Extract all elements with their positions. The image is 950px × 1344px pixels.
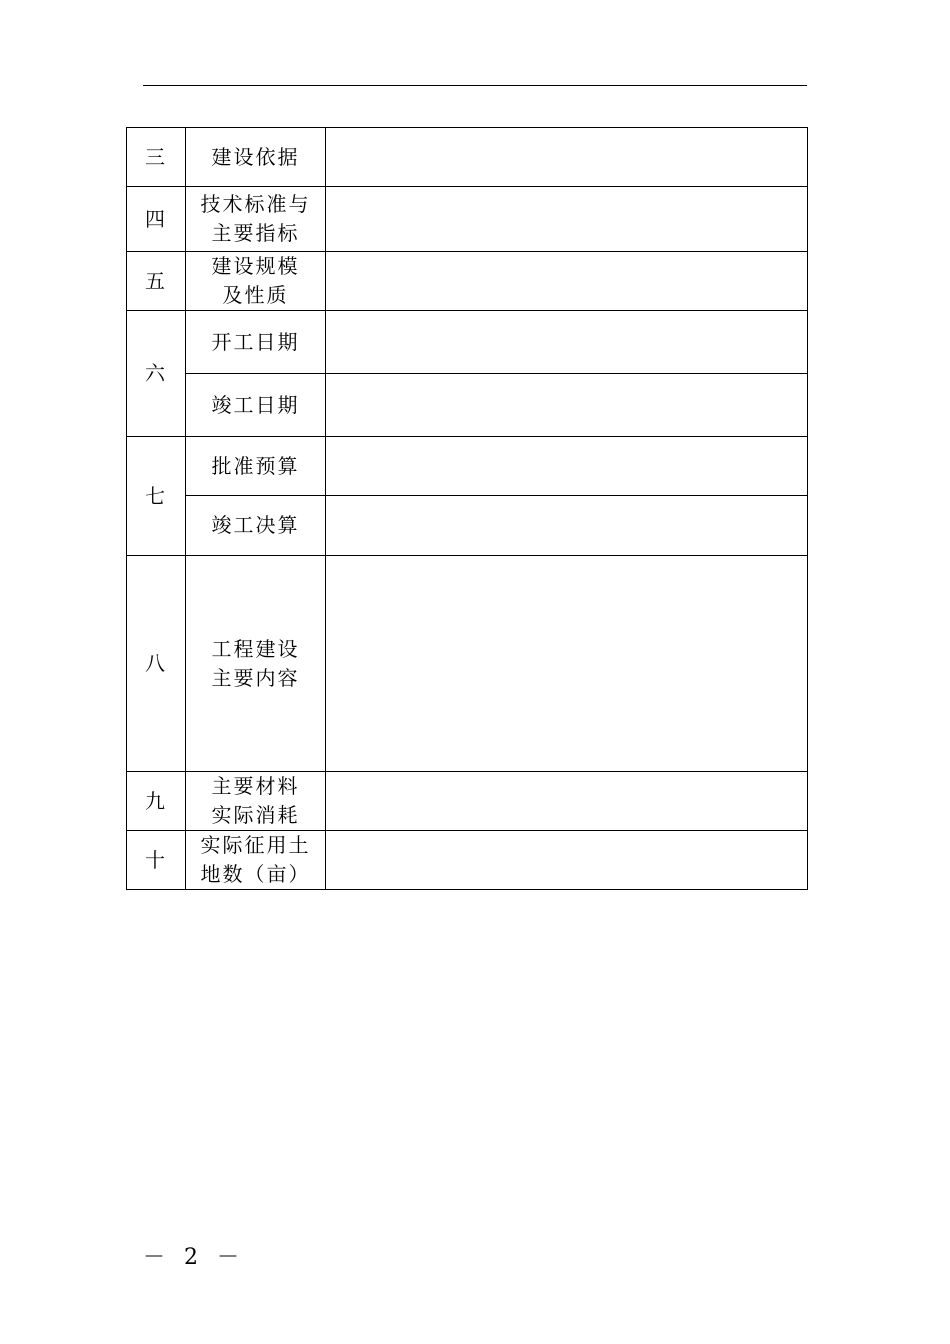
row-value-cell[interactable] — [326, 437, 808, 496]
row-value-cell[interactable] — [326, 187, 808, 252]
row-label-line: 地数（亩） — [200, 862, 311, 886]
row-label-line: 建设规模 — [211, 254, 300, 278]
row-label — [186, 187, 326, 252]
row-value-cell[interactable] — [326, 374, 808, 437]
row-value-cell[interactable] — [326, 772, 808, 831]
row-number: 八 — [127, 556, 186, 772]
row-number: 五 — [127, 252, 186, 311]
row-label-line: 建设依据 — [211, 144, 300, 169]
row-label-line: 实际消耗 — [211, 803, 300, 827]
row-label-line: 批准预算 — [211, 453, 300, 478]
row-number: 四 — [127, 187, 186, 252]
table-row-start-date — [127, 311, 808, 374]
row-label-line: 技术标准与 — [200, 192, 311, 216]
table-row-completion-date — [127, 374, 808, 437]
row-value-cell[interactable] — [326, 496, 808, 556]
row-label-line: 及性质 — [222, 283, 289, 307]
table-row-scale — [127, 252, 808, 311]
row-value-cell[interactable] — [326, 252, 808, 311]
row-label — [186, 374, 326, 437]
row-label-line: 主要指标 — [211, 221, 300, 245]
table-row-basis — [127, 128, 808, 187]
row-label — [186, 437, 326, 496]
row-label — [186, 252, 326, 311]
table-row-main-content — [127, 556, 808, 772]
row-value-cell[interactable] — [326, 556, 808, 772]
row-label-line: 竣工日期 — [211, 392, 300, 417]
row-label-line: 主要内容 — [211, 665, 300, 690]
table-row-final-accounts — [127, 496, 808, 556]
row-label-line: 开工日期 — [211, 329, 300, 354]
table-row-materials — [127, 772, 808, 831]
row-label — [186, 311, 326, 374]
page-number: － 2 － — [143, 1245, 245, 1270]
row-value-cell[interactable] — [326, 311, 808, 374]
row-value-cell[interactable] — [326, 831, 808, 890]
row-number: 七 — [127, 437, 186, 556]
table-row-standards — [127, 187, 808, 252]
row-number: 三 — [127, 128, 186, 187]
row-label — [186, 556, 326, 772]
project-info-table — [126, 127, 808, 890]
row-number: 九 — [127, 772, 186, 831]
row-label — [186, 831, 326, 890]
row-label-line: 实际征用土 — [200, 833, 311, 857]
row-number: 十 — [127, 831, 186, 890]
row-label-line: 主要材料 — [211, 774, 300, 798]
row-number: 六 — [127, 311, 186, 437]
row-label — [186, 128, 326, 187]
header-rule — [143, 85, 807, 86]
table-row-approved-budget — [127, 437, 808, 496]
table-row-land — [127, 831, 808, 890]
row-value-cell[interactable] — [326, 128, 808, 187]
row-label-line: 竣工决算 — [211, 513, 300, 537]
row-label — [186, 496, 326, 556]
row-label-line: 工程建设 — [211, 636, 300, 661]
row-label — [186, 772, 326, 831]
